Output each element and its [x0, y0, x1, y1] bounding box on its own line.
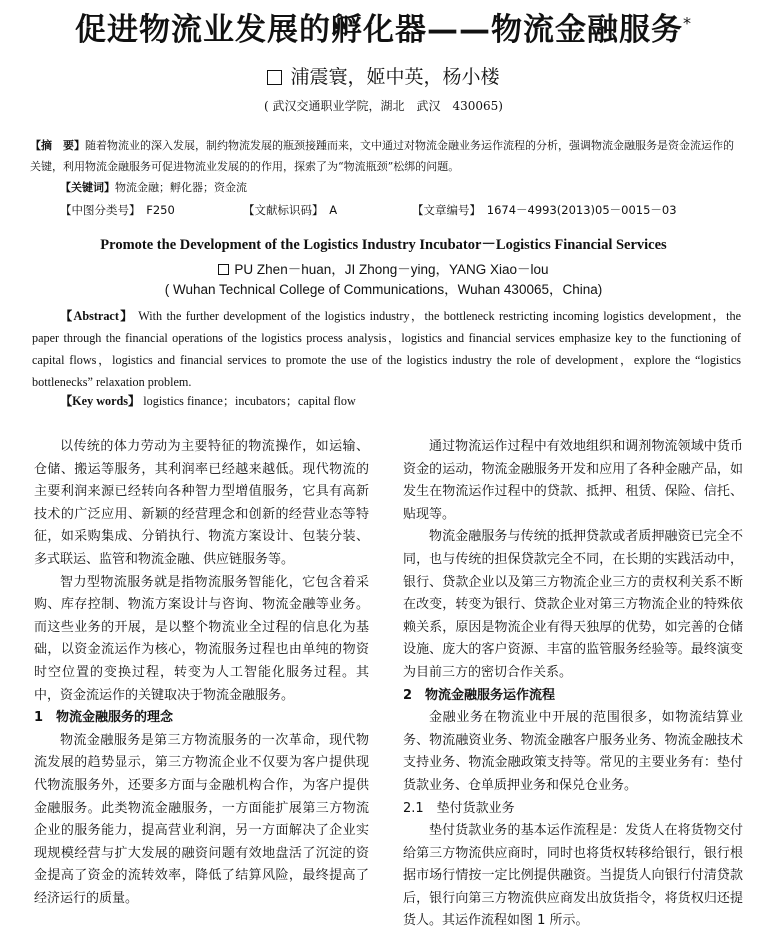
- en-abstract-text: With the further development of the logistics industry，the bottleneck restricting incoming logistics development，the paper through the financial operations of the logistics process analysis，logistics and financial services emphasize key to the functioning of capital flows，logistics and financial services to promote the use of the logistics industry the role of development，explore the “logistics bottlenecks” relaxation problem.: [32, 309, 741, 389]
- english-authors: PU Zhen－huan，JI Zhong－ying，YANG Xiao－lou: [234, 262, 549, 277]
- cn-keywords-label: 【关键词】: [60, 181, 115, 194]
- left-column: [34, 436, 369, 910]
- right-column: [403, 436, 743, 933]
- title-footnote-mark: *: [683, 13, 692, 33]
- body-paragraph: 智力型物流服务就是指物流服务智能化，它包含着采购、库存控制、物流方案设计与咨询、物流金融等业务。而这些业务的开展，是以整个物流业全过程的信息化为基础，以资金流运作为核心，物流服务过程也由单纯的物资时空位置的变换过程，转变为人工智能化服务过程。其中，资金流运作的关键取决于物流金融服务。: [34, 574, 369, 703]
- english-author-line: [0, 258, 767, 278]
- english-abstract: [32, 305, 741, 393]
- article-number: 【文章编号】 1674－4993(2013)05－0015－03: [412, 203, 677, 217]
- paper-title: 促进物流业发展的孵化器——物流金融服务*: [75, 12, 692, 48]
- body-paragraph: 金融业务在物流业中开展的范围很多，如物流结算业务、物流融资业务、物流金融客户服务业务、物流金融技术支持业务、物流金融政策支持等。常见的主要业务有：垫付货款业务、仓单质押业务和保兑仓业务。: [403, 710, 743, 793]
- cn-keywords-text: 物流金融；孵化器；资金流: [115, 181, 247, 194]
- english-affiliation: ( Wuhan Technical College of Communications，Wuhan 430065，China): [164, 282, 603, 297]
- body-paragraph: 以传统的体力劳动为主要特征的物流操作，如运输、仓储、搬运等服务，其利润率已经越来越低。现代物流的主要利润来源已经转向各种智力型增值服务，它具有高新技术的广泛应用、新颖的经营理念和创新的经营业态等特征，如采购集成、分销执行、物流方案设计、包装分装、多式联运、监管和物流金融、供应链服务等。: [34, 439, 369, 567]
- cn-abstract-block: [30, 135, 737, 198]
- box-marker-icon: [218, 264, 229, 275]
- body-paragraph: 通过物流运作过程中有效地组织和调剂物流领域中货币资金的运动，物流金融服务开发和应用了各种金融产品，如发生在物流运作过程中的贷款、抵押、租赁、保险、信托、贴现等。: [403, 439, 743, 522]
- box-marker-icon: [267, 70, 282, 85]
- cn-keywords: [30, 177, 737, 198]
- document-code: 【文献标识码】 A: [243, 203, 338, 217]
- section-heading-1: 1 物流金融服务的理念: [34, 710, 174, 726]
- body-paragraph: 物流金融服务与传统的抵押贷款或者质押融资已完全不同，也与传统的担保贷款完全不同，在长期的实践活动中，银行、贷款企业以及第三方物流企业三方的责权利关系不断在改变，转变为银行、贷款企业对第三方物流企业的特殊依赖关系，原因是物流企业有得天独厚的优势，如完善的仓储设施、庞大的客户资源、丰富的监管服务经验等。最终演变为目前三方的密切合作关系。: [403, 529, 743, 680]
- subsection-heading-2-1: 2.1 垫付货款业务: [403, 800, 515, 816]
- en-keywords-text: logistics finance；incubators；capital flow: [140, 394, 356, 408]
- body-paragraph: 垫付货款业务的基本运作流程是：发货人在将货物交付给第三方物流供应商时，同时也将货权转移给银行，银行根据市场行情按一定比例提供融资。当提货人向银行付清贷款后，银行向第三方物流供应商发出放货指令，将货权归还提货人。其运作流程如图 1 所示。: [403, 823, 743, 929]
- clc-number: 【中图分类号】 F250: [60, 203, 175, 217]
- en-keywords-label: 【Key words】: [60, 394, 141, 408]
- english-title: Promote the Development of the Logistics Industry Incubator－Logistics Financial Services: [100, 237, 667, 253]
- body-paragraph: 物流金融服务是第三方物流服务的一次革命，现代物流发展的趋势显示，第三方物流企业不仅要为客户提供现代物流服务外，还要多方面与金融机构合作，为客户提供金融服务。此类物流金融服务，一方面能扩展第三方物流企业的服务能力，提高营业利润，另一方面解决了企业实现规模经营与扩大发展的融资问题有效地盘活了沉淀的资金提高了资金的流转效率，降低了结算风险，最终提高了经济运行的质量。: [34, 732, 369, 906]
- en-abstract-label: 【Abstract】: [60, 309, 134, 323]
- author-line: [0, 62, 767, 89]
- english-keywords: [60, 392, 356, 409]
- cn-abstract-label: 【摘 要】: [30, 139, 85, 152]
- cn-abstract: [30, 135, 737, 177]
- section-heading-2: 2 物流金融服务运作流程: [403, 687, 556, 703]
- authors: 浦震寰，姬中英，杨小楼: [290, 66, 500, 88]
- affiliation: ( 武汉交通职业学院，湖北 武汉 430065): [264, 99, 503, 113]
- cn-abstract-text: 随着物流业的深入发展，制约物流发展的瓶颈接踵而来，文中通过对物流金融业务运作流程的分析，强调物流金融服务是资金流运作的关键，利用物流金融服务可促进物流业发展的的作用，探索了为“物流瓶颈”松绑的问题。: [30, 139, 734, 173]
